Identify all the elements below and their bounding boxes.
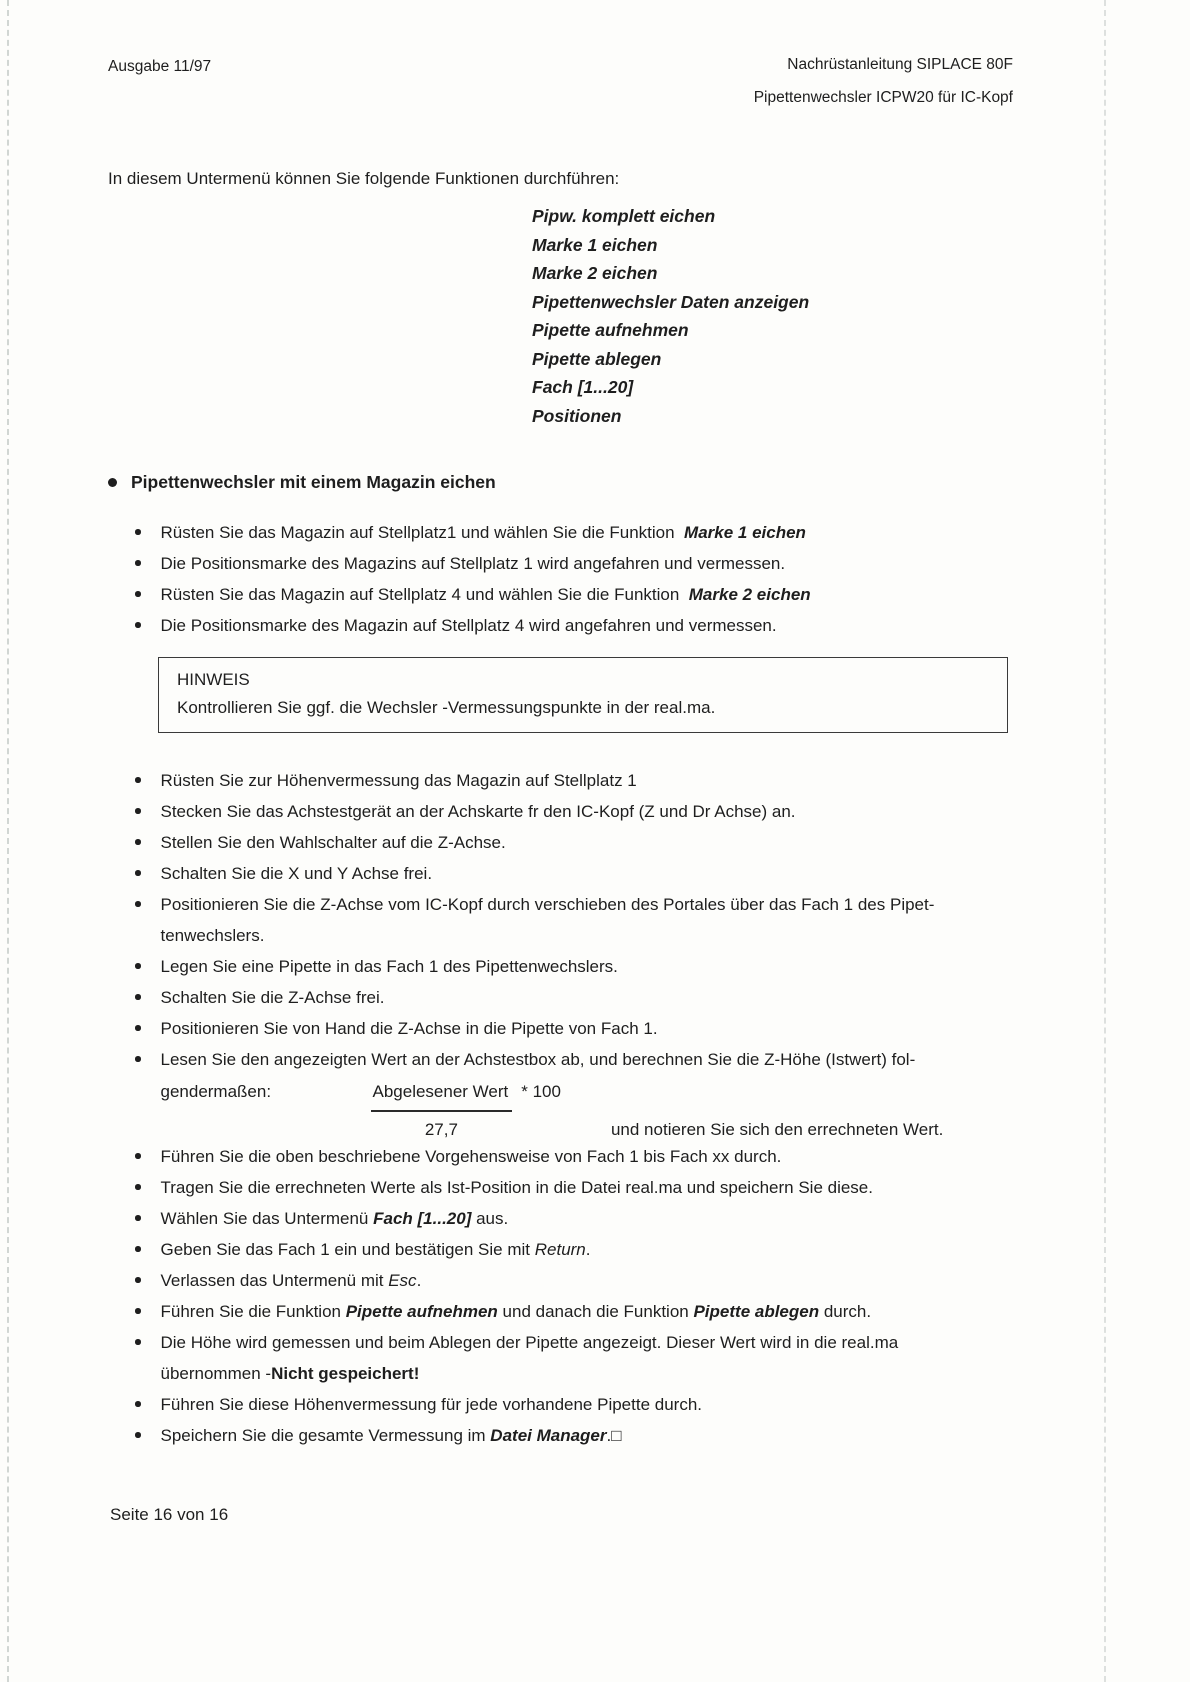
list-item-text xyxy=(161,610,1014,641)
list-item-text xyxy=(161,579,1014,610)
height-steps-list-a xyxy=(108,765,1013,1044)
text-segment: Stecken Sie das Achstestgerät an der Achskarte fr den IC-Kopf (Z und Dr Achse) an. xyxy=(160,802,796,821)
text-segment: Die Positionsmarke des Magazins auf Stellplatz 1 wird angefahren und vermessen. xyxy=(160,554,786,573)
list-item xyxy=(108,1203,1013,1234)
formula-multiplier: * 100 xyxy=(521,1082,561,1101)
list-item-text xyxy=(161,765,1014,796)
list-item xyxy=(108,982,1013,1013)
list-item xyxy=(108,858,1013,889)
list-item-text xyxy=(161,982,1014,1013)
list-item-text xyxy=(161,827,1014,858)
list-item xyxy=(108,517,1013,548)
list-item xyxy=(108,1141,1013,1172)
formula-bullet-text xyxy=(161,1044,1014,1141)
text-segment: Marke 1 eichen xyxy=(684,523,806,542)
bullet-icon xyxy=(135,1056,141,1062)
text-segment: Die Positionsmarke des Magazin auf Stellplatz 4 wird angefahren und vermessen. xyxy=(160,616,777,635)
header-issue: Ausgabe 11/97 xyxy=(108,58,212,75)
text-segment: Return xyxy=(534,1240,586,1259)
text-segment: Schalten Sie die X und Y Achse frei. xyxy=(160,864,433,883)
intro-paragraph: In diesem Untermenü können Sie folgende Funktionen durchführen: xyxy=(108,169,620,188)
list-item xyxy=(108,796,1013,827)
menu-item: Fach [1...20] xyxy=(532,377,634,397)
text-segment: Speichern Sie die gesamte Vermessung im xyxy=(160,1426,491,1445)
bullet-icon xyxy=(135,1339,141,1345)
bullet-icon xyxy=(135,901,141,907)
formula-fraction xyxy=(371,1081,561,1141)
bullet-icon xyxy=(135,870,141,876)
text-segment: Positionieren Sie die Z-Achse vom IC-Kopf durch verschieben des Portales über das Fach 1 des Pipet- xyxy=(160,895,935,914)
list-item xyxy=(108,548,1013,579)
menu-item: Pipw. komplett eichen xyxy=(532,206,716,226)
text-segment: tenwechslers. xyxy=(160,926,265,945)
bullet-icon xyxy=(135,963,141,969)
text-segment: Datei Manager xyxy=(490,1426,607,1445)
list-item xyxy=(108,579,1013,610)
text-segment: Positionieren Sie von Hand die Z-Achse in die Pipette von Fach 1. xyxy=(160,1019,658,1038)
text-segment: Legen Sie eine Pipette in das Fach 1 des Pipettenwechslers. xyxy=(160,957,618,976)
list-item-text xyxy=(161,517,1014,548)
scan-artifact-right-edge xyxy=(1104,0,1106,1682)
menu-item: Marke 2 eichen xyxy=(532,263,658,283)
bullet-icon xyxy=(135,1277,141,1283)
menu-item: Pipette aufnehmen xyxy=(532,320,689,340)
text-segment: Die Höhe wird gemessen und beim Ablegen der Pipette angezeigt. Dieser Wert wird in die real.ma xyxy=(160,1333,899,1352)
bullet-icon xyxy=(135,1401,141,1407)
list-item-text xyxy=(161,1203,1014,1234)
bullet-icon xyxy=(135,1184,141,1190)
list-item-text xyxy=(161,1389,1014,1420)
list-item-text xyxy=(161,1013,1014,1044)
list-item-text xyxy=(161,1296,1014,1327)
list-item xyxy=(108,1234,1013,1265)
text-segment: Verlassen das Untermenü mit xyxy=(160,1271,389,1290)
header-title-line2: Pipettenwechsler ICPW20 für IC-Kopf xyxy=(753,89,1013,106)
list-item xyxy=(108,889,1013,951)
bullet-icon xyxy=(135,777,141,783)
menu-item: Positionen xyxy=(532,405,622,426)
scan-artifact-left-edge xyxy=(7,0,9,1682)
text-segment: und danach die Funktion xyxy=(497,1302,694,1321)
formula-note: und notieren Sie sich den errechneten Wert. xyxy=(610,1120,944,1139)
list-item-text xyxy=(161,1141,1014,1172)
list-item-text xyxy=(161,1234,1014,1265)
page-header xyxy=(108,0,1013,114)
text-segment: Fach [1...20] xyxy=(373,1209,472,1228)
formula-label: gendermaßen: xyxy=(160,1082,272,1101)
list-item xyxy=(108,1420,1013,1451)
list-item-text xyxy=(161,858,1014,889)
list-item-text xyxy=(161,1327,1014,1389)
bullet-icon xyxy=(135,591,141,597)
list-item xyxy=(108,1389,1013,1420)
list-item-formula xyxy=(108,1044,1013,1141)
list-item xyxy=(108,1296,1013,1327)
list-item xyxy=(108,827,1013,858)
note-text: Kontrollieren Sie ggf. die Wechsler -Vermessungspunkte in der real.ma. xyxy=(177,698,716,717)
bullet-icon xyxy=(135,1215,141,1221)
text-segment: Rüsten Sie zur Höhenvermessung das Magazin auf Stellplatz 1 xyxy=(160,771,637,790)
note-box xyxy=(158,657,1008,733)
formula-row xyxy=(161,1081,1014,1141)
list-item xyxy=(108,1013,1013,1044)
text-segment: Führen Sie diese Höhenvermessung für jede vorhandene Pipette durch. xyxy=(160,1395,703,1414)
bullet-icon xyxy=(135,622,141,628)
bullet-icon xyxy=(135,1246,141,1252)
menu-item: Pipette ablegen xyxy=(532,348,662,369)
list-item-text xyxy=(161,1265,1014,1296)
list-item xyxy=(108,765,1013,796)
note-title: HINWEIS xyxy=(177,670,250,689)
list-item-text xyxy=(161,889,1014,951)
list-item xyxy=(108,1172,1013,1203)
text-segment: . xyxy=(416,1271,422,1290)
text-segment: Schalten Sie die Z-Achse frei. xyxy=(160,988,385,1007)
header-title-block xyxy=(754,48,1013,114)
text-segment: Pipette aufnehmen xyxy=(345,1302,498,1321)
text-segment: übernommen - xyxy=(160,1364,272,1383)
bullet-icon xyxy=(135,529,141,535)
bullet-icon xyxy=(135,994,141,1000)
text-segment: .□ xyxy=(606,1426,622,1445)
section-heading xyxy=(108,472,1013,493)
list-item-text xyxy=(161,1172,1014,1203)
list-item xyxy=(108,610,1013,641)
formula-denominator: 27,7 xyxy=(424,1120,458,1139)
list-item-text xyxy=(161,1420,1014,1451)
text-segment: Wählen Sie das Untermenü xyxy=(160,1209,374,1228)
list-item-text xyxy=(161,548,1014,579)
bullet-icon xyxy=(135,839,141,845)
text-segment: Esc xyxy=(388,1271,417,1290)
text-segment: Rüsten Sie das Magazin auf Stellplatz 4 und wählen Sie die Funktion xyxy=(160,585,689,604)
text-segment: Stellen Sie den Wahlschalter auf die Z-Achse. xyxy=(160,833,506,852)
text-segment: Geben Sie das Fach 1 ein und bestätigen Sie mit xyxy=(160,1240,535,1259)
text-segment: . xyxy=(585,1240,591,1259)
text-segment: Führen Sie die oben beschriebene Vorgehensweise von Fach 1 bis Fach xx durch. xyxy=(160,1147,782,1166)
menu-item: Marke 1 eichen xyxy=(532,234,658,255)
text-segment: aus. xyxy=(471,1209,509,1228)
menu-item: Pipettenwechsler Daten anzeigen xyxy=(532,291,810,312)
text-segment: Führen Sie die Funktion xyxy=(160,1302,346,1321)
text-segment: Nicht gespeichert! xyxy=(271,1364,420,1383)
height-steps-list-b xyxy=(108,1141,1013,1451)
text-segment: Tragen Sie die errechneten Werte als Ist-Position in die Datei real.ma und speichern Sie diese. xyxy=(160,1178,873,1197)
text-segment: durch. xyxy=(819,1302,872,1321)
list-item-text xyxy=(161,796,1014,827)
bullet-icon xyxy=(135,808,141,814)
header-title-line1: Nachrüstanleitung SIPLACE 80F xyxy=(787,56,1013,73)
section-heading-text: Pipettenwechsler mit einem Magazin eichen xyxy=(131,472,496,492)
menu-function-list xyxy=(532,202,1013,430)
section-bullet-icon xyxy=(108,478,117,487)
text-segment: Pipette ablegen xyxy=(693,1302,820,1321)
bullet-icon xyxy=(135,1432,141,1438)
text-segment: Rüsten Sie das Magazin auf Stellplatz1 und wählen Sie die Funktion xyxy=(160,523,685,542)
list-item xyxy=(108,1265,1013,1296)
list-item xyxy=(108,951,1013,982)
page-footer: Seite 16 von 16 xyxy=(110,1505,229,1524)
bullet-icon xyxy=(135,1308,141,1314)
bullet-icon xyxy=(135,1153,141,1159)
formula-fraction-column xyxy=(371,1081,513,1141)
list-item-text xyxy=(161,951,1014,982)
bullet-icon xyxy=(135,1025,141,1031)
calibration-steps-list xyxy=(108,517,1013,641)
page-content xyxy=(108,0,1013,1451)
text-segment: Marke 2 eichen xyxy=(688,585,811,604)
bullet-icon xyxy=(135,560,141,566)
formula-intro-line: Lesen Sie den angezeigten Wert an der Achstestbox ab, und berechnen Sie die Z-Höhe (Istwert) fol- xyxy=(160,1050,916,1069)
formula-numerator: Abgelesener Wert xyxy=(371,1081,513,1112)
list-item xyxy=(108,1327,1013,1389)
